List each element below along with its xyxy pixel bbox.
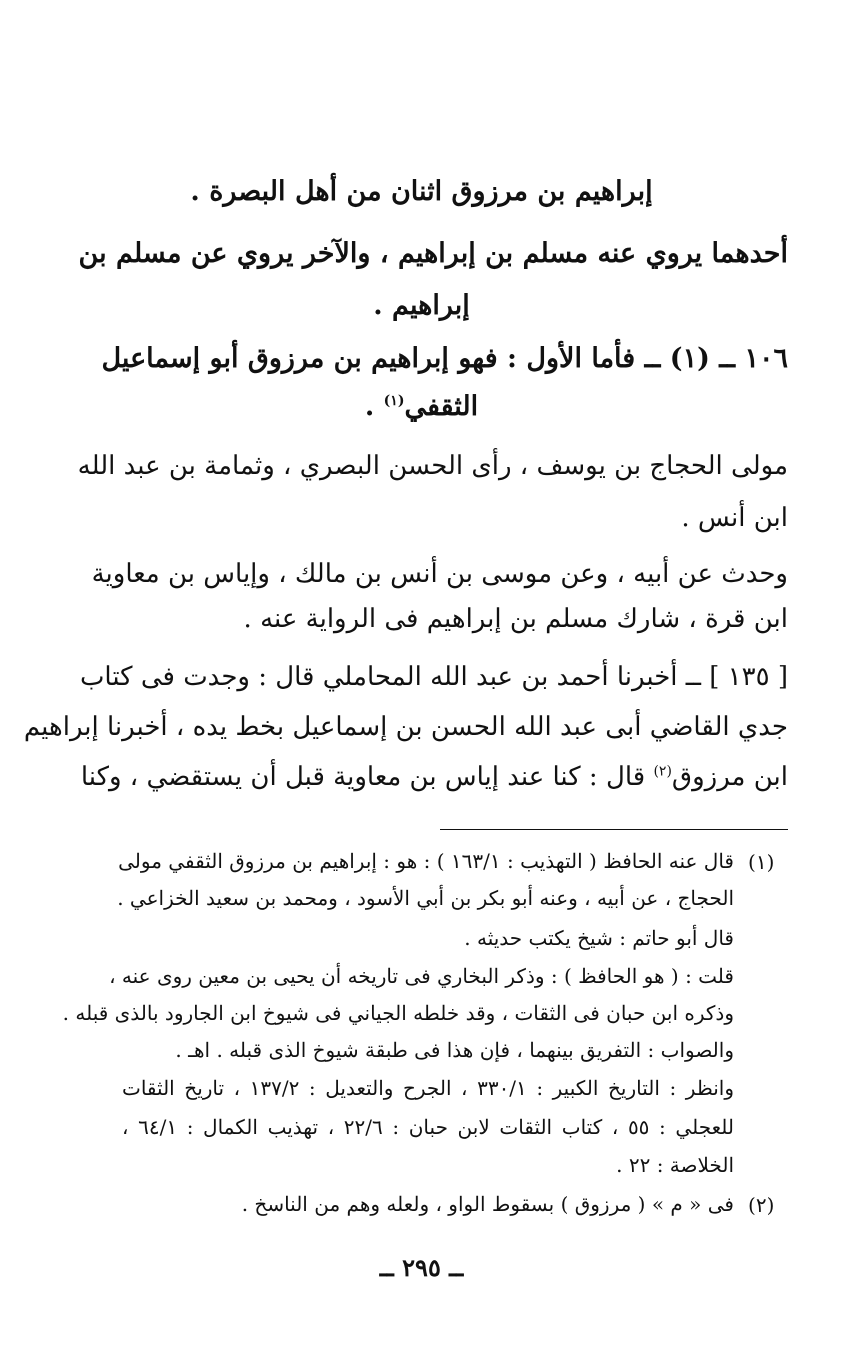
paragraph-3-line-3-start: ابن مرزوق <box>671 762 788 792</box>
heading-thaqafi: الثقفي <box>404 391 479 422</box>
paragraph-3-line-3-end: قال : كنا عند إياس بن معاوية قبل أن يستقضي ، وكنا <box>80 762 654 792</box>
paragraph-3-line-3 <box>80 762 788 792</box>
heading-period: . <box>364 391 384 422</box>
footnote-1-line-9: الخلاصة : ٢٢ . <box>616 1153 734 1177</box>
footnote-1-line-1: قال عنه الحافظ ( التهذيب : ١٦٣/١ ) : هو : إبراهيم بن مرزوق الثقفي مولى <box>118 849 734 873</box>
page-number: ــ ٢٩٥ ــ <box>379 1253 464 1282</box>
heading-line-3: إبراهيم . <box>373 290 470 321</box>
footnote-1-line-2: الحجاج ، عن أبيه ، وعنه أبو بكر بن أبي الأسود ، ومحمد بن سعيد الخزاعي . <box>117 886 734 910</box>
paragraph-2-line-2: ابن قرة ، شارك مسلم بن إبراهيم فى الرواية عنه . <box>243 604 788 634</box>
footnote-1-line-6: والصواب : التفريق بينهما ، فإن هذا فى طبقة شيوخ الذى قبله . اهـ . <box>175 1038 734 1062</box>
footnote-1-line-7: وانظر : التاريخ الكبير : ٣٣٠/١ ، الجرح والتعديل : ١٣٧/٢ ، تاريخ الثقات <box>122 1076 735 1100</box>
footnote-1-line-4: قلت : ( هو الحافظ ) : وذكر البخاري فى تاريخه أن يحيى بن معين روى عنه ، <box>109 964 734 988</box>
paragraph-1-line-1: مولى الحجاج بن يوسف ، رأى الحسن البصري ، وثمامة بن عبد الله <box>77 451 788 481</box>
paragraph-3-line-2: جدي القاضي أبى عبد الله الحسن بن إسماعيل بخط يده ، أخبرنا إبراهيم <box>23 712 788 742</box>
footnote-2-number: (٢) <box>748 1193 775 1217</box>
footnote-1-line-5: وذكره ابن حبان فى الثقات ، وقد خلطه الجياني فى شيوخ ابن الجارود بالذى قبله . <box>62 1001 734 1025</box>
paragraph-2-line-1: وحدث عن أبيه ، وعن موسى بن أنس بن مالك ، وإياس بن معاوية <box>91 559 788 589</box>
footnote-ref-2: (٢) <box>653 763 672 780</box>
footnote-1-line-8: للعجلي : ٥٥ ، كتاب الثقات لابن حبان : ٢٢/٦ ، تهذيب الكمال : ٦٤/١ ، <box>122 1115 734 1139</box>
footnote-2-line-1: فى « م » ( مرزوق ) بسقوط الواو ، ولعله وهم من الناسخ . <box>241 1192 734 1216</box>
paragraph-1-line-2: ابن أنس . <box>681 503 788 533</box>
footnote-ref-1: (١) <box>383 393 405 409</box>
footnote-separator <box>440 829 788 830</box>
footnote-1-number: (١) <box>748 850 775 874</box>
entry-heading-106: ١٠٦ ــ (١) ــ فأما الأول : فهو إبراهيم بن مرزوق أبو إسماعيل <box>101 343 788 374</box>
paragraph-3-line-1: [ ١٣٥ ] ــ أخبرنا أحمد بن عبد الله المحاملي قال : وجدت فى كتاب <box>79 662 788 692</box>
entry-heading-name-end <box>0 393 843 420</box>
heading-line-2: أحدهما يروي عنه مسلم بن إبراهيم ، والآخر يروي عن مسلم بن <box>78 238 788 269</box>
heading-line-1: إبراهيم بن مرزوق اثنان من أهل البصرة . <box>190 176 653 207</box>
footnote-1-line-3: قال أبو حاتم : شيخ يكتب حديثه . <box>464 926 734 950</box>
